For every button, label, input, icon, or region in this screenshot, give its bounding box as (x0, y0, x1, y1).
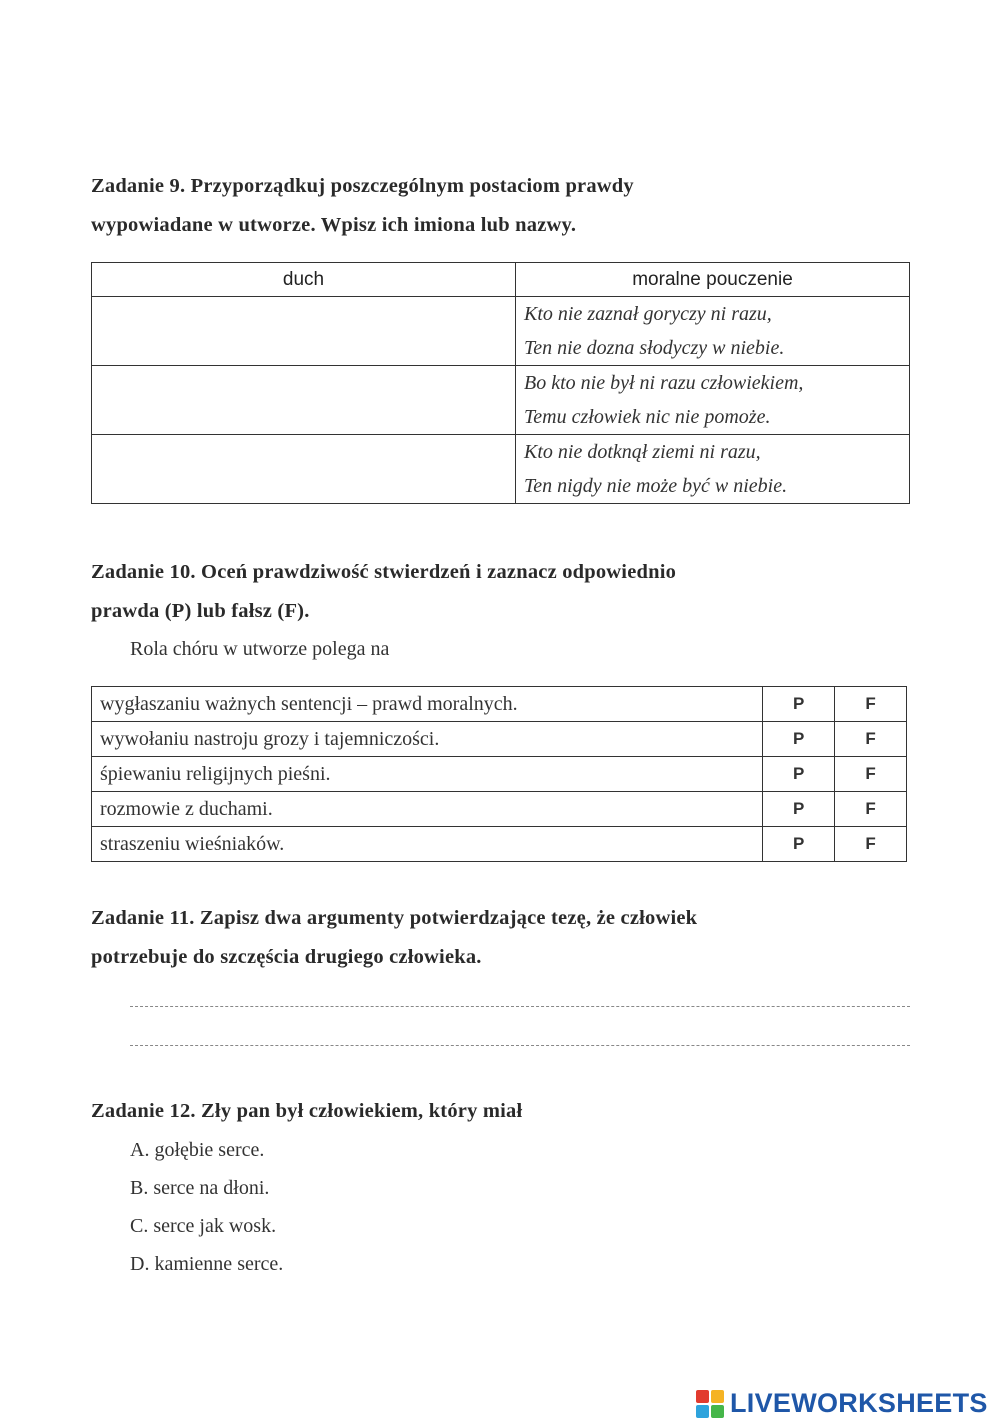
quote-line: Bo kto nie był ni razu człowiekiem, (524, 372, 804, 394)
brand-logo (696, 1388, 988, 1419)
task11-heading-line2: potrzebuje do szczęścia drugiego człowieka. (91, 946, 482, 968)
table-row (92, 366, 910, 435)
table-row (92, 827, 907, 862)
false-option[interactable]: F (835, 722, 907, 757)
answer-cell-1[interactable] (92, 297, 516, 366)
answer-cell-3[interactable] (92, 435, 516, 504)
task11-heading-line1: Zadanie 11. Zapisz dwa argumenty potwierdzające tezę, że człowiek (91, 907, 698, 929)
true-option[interactable]: P (763, 792, 835, 827)
table-row (92, 722, 907, 757)
liveworksheets-logo-icon (696, 1390, 724, 1418)
table-row (92, 435, 910, 504)
option-d[interactable]: D. kamienne serce. (130, 1253, 284, 1275)
false-option[interactable]: F (835, 827, 907, 862)
statement: rozmowie z duchami. (92, 792, 763, 827)
option-c[interactable]: C. serce jak wosk. (130, 1215, 277, 1237)
quote-line: Temu człowiek nic nie pomoże. (524, 406, 771, 428)
quote-line: Ten nie dozna słodyczy w niebie. (524, 337, 785, 359)
false-option[interactable]: F (835, 687, 907, 722)
quote-cell-1 (516, 297, 910, 366)
column-header-duch: duch (92, 263, 516, 297)
quote-line: Kto nie zaznał goryczy ni razu, (524, 303, 772, 325)
task10-table (91, 686, 907, 862)
task9-heading-line2: wypowiadane w utworze. Wpisz ich imiona lub nazwy. (91, 214, 577, 236)
option-b[interactable]: B. serce na dłoni. (130, 1177, 270, 1199)
task9-table (91, 262, 910, 504)
table-row (92, 297, 910, 366)
answer-line-1[interactable] (130, 1006, 910, 1007)
statement: śpiewaniu religijnych pieśni. (92, 757, 763, 792)
false-option[interactable]: F (835, 757, 907, 792)
task9-heading-line1: Zadanie 9. Przyporządkuj poszczególnym postaciom prawdy (91, 175, 634, 197)
brand-name: LIVEWORKSHEETS (730, 1388, 988, 1418)
false-option[interactable]: F (835, 792, 907, 827)
task12-heading: Zadanie 12. Zły pan był człowiekiem, który miał (91, 1100, 523, 1122)
quote-cell-2 (516, 366, 910, 435)
true-option[interactable]: P (763, 757, 835, 792)
table-row (92, 757, 907, 792)
statement: straszeniu wieśniaków. (92, 827, 763, 862)
task10-intro: Rola chóru w utworze polega na (130, 638, 390, 660)
answer-cell-2[interactable] (92, 366, 516, 435)
true-option[interactable]: P (763, 722, 835, 757)
true-option[interactable]: P (763, 687, 835, 722)
statement: wywołaniu nastroju grozy i tajemniczości. (92, 722, 763, 757)
table-row (92, 687, 907, 722)
table-row (92, 792, 907, 827)
true-option[interactable]: P (763, 827, 835, 862)
column-header-pouczenie: moralne pouczenie (516, 263, 910, 297)
quote-line: Kto nie dotknął ziemi ni razu, (524, 441, 761, 463)
task10-heading-line2: prawda (P) lub fałsz (F). (91, 600, 310, 622)
task10-heading-line1: Zadanie 10. Oceń prawdziwość stwierdzeń i zaznacz odpowiednio (91, 561, 677, 583)
option-a[interactable]: A. gołębie serce. (130, 1139, 265, 1161)
quote-cell-3 (516, 435, 910, 504)
statement: wygłaszaniu ważnych sentencji – prawd moralnych. (92, 687, 763, 722)
quote-line: Ten nigdy nie może być w niebie. (524, 475, 788, 497)
answer-line-2[interactable] (130, 1045, 910, 1046)
